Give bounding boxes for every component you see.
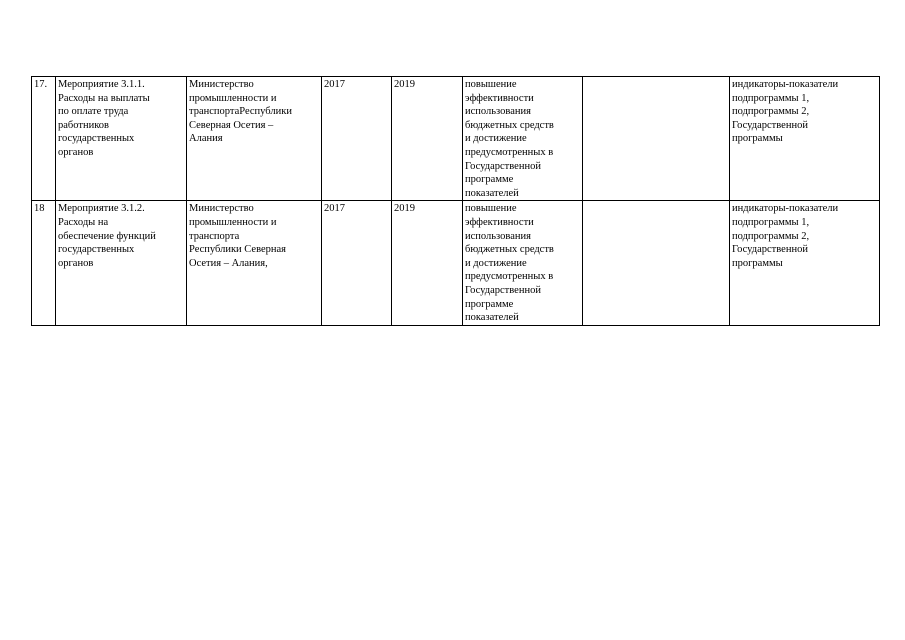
table-row <box>32 77 880 201</box>
indicators-cell: индикаторы-показатели подпрограммы 1, подпрограммы 2, Государственной программы <box>730 77 880 201</box>
executor-cell: Министерство промышленности и транспорта Республики Северная Осетия – Алания, <box>187 201 322 325</box>
expected-result-cell: повышение эффективности использования бюджетных средств и достижение предусмотренных в Государственной программе показателей <box>463 201 583 325</box>
measure-name-cell: Мероприятие 3.1.1. Расходы на выплаты по оплате труда работников государственных органов <box>56 77 187 201</box>
start-year-cell: 2017 <box>322 77 392 201</box>
indicators-cell: индикаторы-показатели подпрограммы 1, подпрограммы 2, Государственной программы <box>730 201 880 325</box>
row-number-cell: 18 <box>32 201 56 325</box>
table-row <box>32 201 880 325</box>
start-year-cell: 2017 <box>322 201 392 325</box>
executor-cell: Министерство промышленности и транспортаРеспублики Северная Осетия – Алания <box>187 77 322 201</box>
end-year-cell: 2019 <box>392 201 463 325</box>
empty-cell <box>583 201 730 325</box>
row-number-cell: 17. <box>32 77 56 201</box>
empty-cell <box>583 77 730 201</box>
measures-table <box>31 76 880 326</box>
measure-name-cell: Мероприятие 3.1.2. Расходы на обеспечение функций государственных органов <box>56 201 187 325</box>
expected-result-cell: повышение эффективности использования бюджетных средств и достижение предусмотренных в Государственной программе показателей <box>463 77 583 201</box>
end-year-cell: 2019 <box>392 77 463 201</box>
